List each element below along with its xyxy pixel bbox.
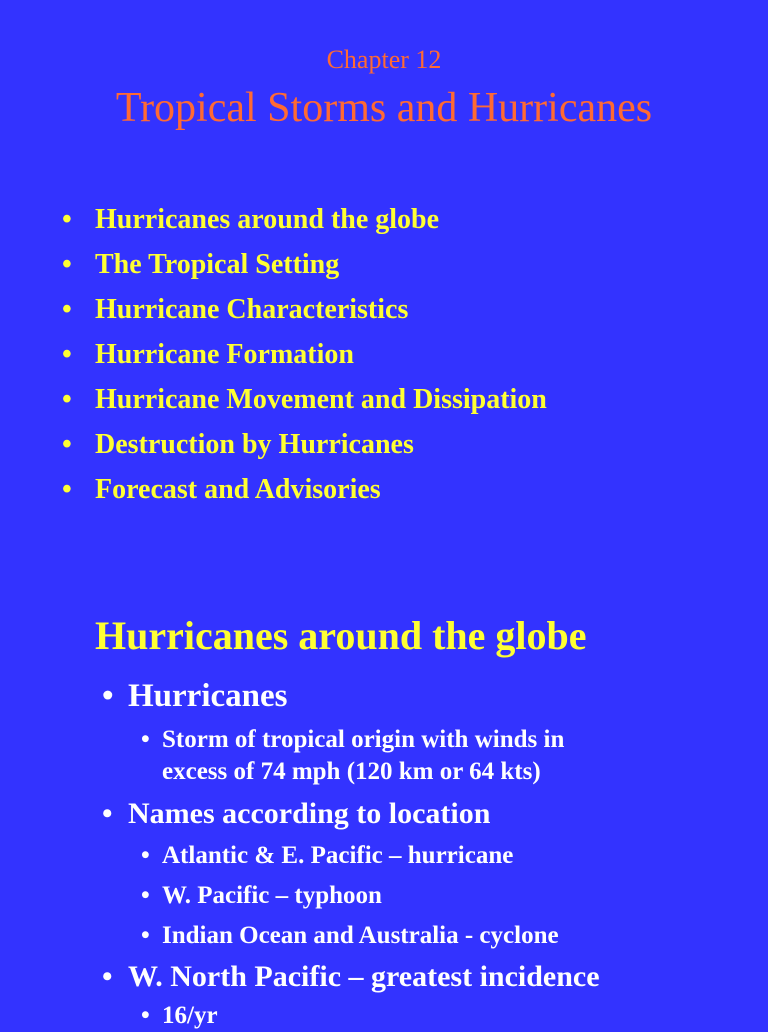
- topic-item: [62, 473, 547, 518]
- sub-bullet-indian-ocean: [141, 920, 559, 952]
- chapter-title: Tropical Storms and Hurricanes: [115, 85, 653, 131]
- topic-item: [62, 248, 547, 293]
- bullet-icon: •: [102, 678, 114, 714]
- bullet-label-continued: excess of 74 mph (120 km or 64 kts): [162, 758, 541, 785]
- bullet-icon: •: [62, 204, 72, 235]
- bullet-north-pacific: [102, 959, 600, 995]
- bullet-icon: •: [141, 842, 150, 869]
- bullet-hurricanes: [102, 676, 287, 716]
- topic-item: [62, 338, 547, 383]
- topic-label: The Tropical Setting: [95, 249, 340, 280]
- topic-label: Hurricanes around the globe: [95, 204, 440, 235]
- bullet-icon: •: [62, 429, 72, 460]
- topic-item: [62, 428, 547, 473]
- bullet-icon: •: [62, 294, 72, 325]
- sub-bullet-w-pacific: [141, 880, 382, 912]
- topic-label: Hurricane Movement and Dissipation: [95, 384, 547, 415]
- bullet-label: 16/yr: [162, 1002, 218, 1029]
- topic-item: [62, 293, 547, 338]
- topic-label: Destruction by Hurricanes: [95, 429, 414, 460]
- bullet-label: Names according to location: [128, 797, 491, 830]
- bullet-icon: •: [62, 474, 72, 505]
- bullet-icon: •: [62, 249, 72, 280]
- bullet-names-by-location: [102, 796, 490, 832]
- bullet-icon: •: [141, 922, 150, 949]
- bullet-icon: •: [141, 882, 150, 909]
- bullet-icon: •: [141, 1002, 150, 1029]
- topic-item: [62, 203, 547, 248]
- sub-bullet-atlantic: [141, 840, 513, 872]
- section-title: Hurricanes around the globe: [95, 613, 587, 658]
- bullet-icon: •: [62, 384, 72, 415]
- sub-bullet-definition: [141, 724, 564, 788]
- bullet-icon: •: [102, 960, 113, 993]
- bullet-label: Hurricanes: [128, 678, 288, 714]
- bullet-label: Atlantic & E. Pacific – hurricane: [162, 842, 514, 869]
- bullet-icon: •: [102, 797, 113, 830]
- sub-bullet-frequency: [141, 1000, 218, 1032]
- bullet-label: W. Pacific – typhoon: [162, 882, 382, 909]
- topic-list: [62, 203, 547, 518]
- topic-item: [62, 383, 547, 428]
- slide-hurricanes-around-globe: [0, 560, 768, 1029]
- chapter-label: Chapter 12: [326, 45, 442, 74]
- bullet-label: Indian Ocean and Australia - cyclone: [162, 922, 559, 949]
- bullet-label: W. North Pacific – greatest incidence: [128, 960, 600, 993]
- topic-label: Hurricane Formation: [95, 339, 354, 370]
- bullet-icon: •: [62, 339, 72, 370]
- bullet-label: Storm of tropical origin with winds in: [162, 726, 565, 753]
- topic-label: Forecast and Advisories: [95, 474, 381, 505]
- topic-label: Hurricane Characteristics: [95, 294, 409, 325]
- bullet-icon: •: [141, 726, 150, 753]
